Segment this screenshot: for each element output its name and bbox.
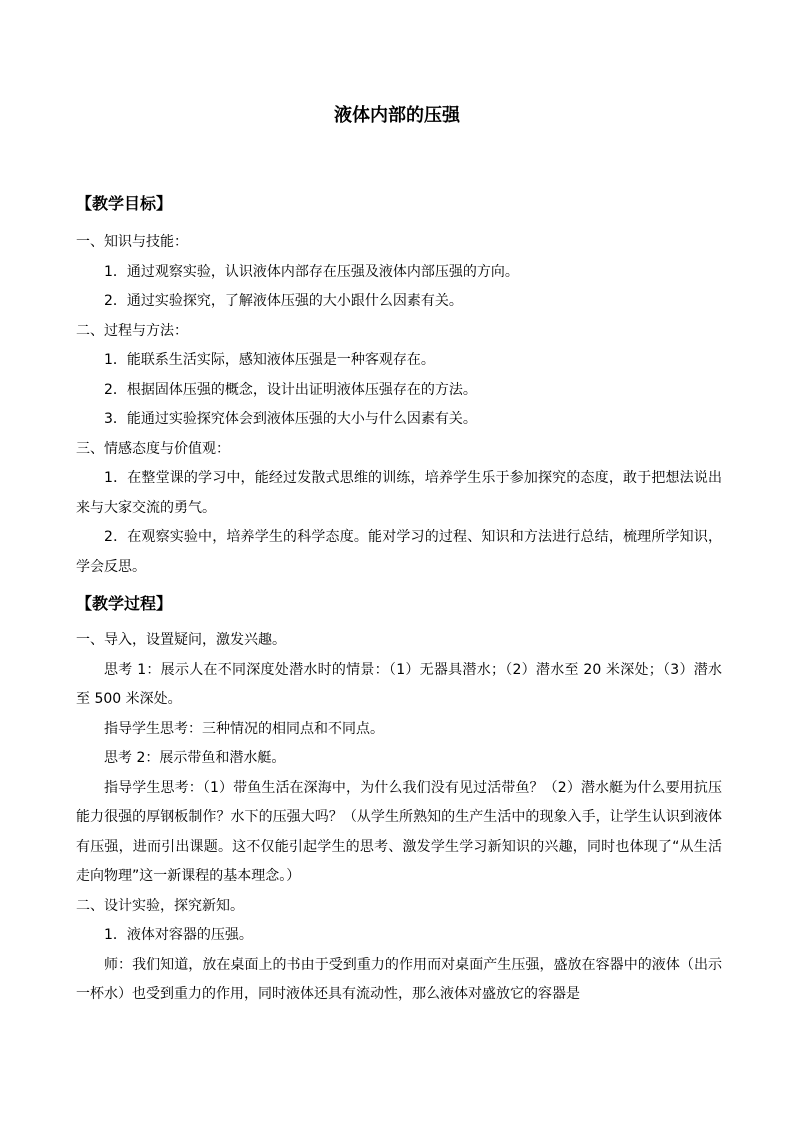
page-title: 液体内部的压强 [334, 105, 460, 126]
process-guide-2: 指导学生思考：（1）带鱼生活在深海中，为什么我们没有见过活带鱼？（2）潜水艇为什么要用抗压能力很强的厚钢板制作？水下的压强大吗？（从学生所熟知的生产生活中的现象入手，让学生认识到液体有压强，进而引出课题。这不仅能引起学生的思考、激发学生学习新知识的兴趣，同时也体现了“从生活走向物理”这一新课程的基本理念。） [76, 779, 722, 884]
objective-knowledge-2: 2．通过实验探究，了解液体压强的大小跟什么因素有关。 [104, 293, 463, 309]
process-think-2: 思考 2：展示带鱼和潜水艇。 [104, 750, 286, 766]
section-heading-teaching-process: 【教学过程】 [76, 594, 173, 613]
process-think-1: 思考 1：展示人在不同深度处潜水时的情景：（1）无器具潜水；（2）潜水至 20 米深处；（3）潜水至 500 米深处。 [76, 661, 722, 707]
objective-process-2: 2．根据固体压强的概念，设计出证明液体压强存在的方法。 [104, 381, 477, 398]
objective-heading-knowledge: 一、知识与技能： [76, 234, 188, 250]
objective-process-1: 1．能联系生活实际，感知液体压强是一种客观存在。 [104, 352, 435, 368]
process-guide-1: 指导学生思考：三种情况的相同点和不同点。 [104, 720, 384, 737]
objective-attitude-1: 1．在整堂课的学习中，能经过发散式思维的训练，培养学生乐于参加探究的态度，敢于把想法说出来与大家交流的勇气。 [76, 470, 722, 516]
objective-attitude-2: 2．在观察实验中，培养学生的科学态度。能对学习的过程、知识和方法进行总结，梳理所学知识，学会反思。 [76, 529, 722, 575]
objective-heading-attitude: 三、情感态度与价值观： [76, 440, 230, 457]
objective-knowledge-1: 1．通过观察实验，认识液体内部存在压强及液体内部压强的方向。 [104, 263, 519, 280]
objective-process-3: 3．能通过实验探究体会到液体压强的大小与什么因素有关。 [104, 411, 477, 427]
document-body [76, 188, 722, 1010]
process-step-intro-heading: 一、导入，设置疑问，激发兴趣。 [76, 632, 286, 648]
process-step-experiment-heading: 二、设计实验，探究新知。 [76, 897, 244, 914]
section-heading-teaching-objectives: 【教学目标】 [76, 194, 173, 213]
process-subheading-container-pressure: 1．液体对容器的压强。 [104, 927, 253, 943]
process-teacher-text: 师：我们知道，放在桌面上的书由于受到重力的作用而对桌面产生压强，盛放在容器中的液体（出示一杯水）也受到重力的作用，同时液体还具有流动性，那么液体对盛放它的容器是 [76, 956, 722, 1002]
objective-heading-process: 二、过程与方法： [76, 322, 188, 339]
